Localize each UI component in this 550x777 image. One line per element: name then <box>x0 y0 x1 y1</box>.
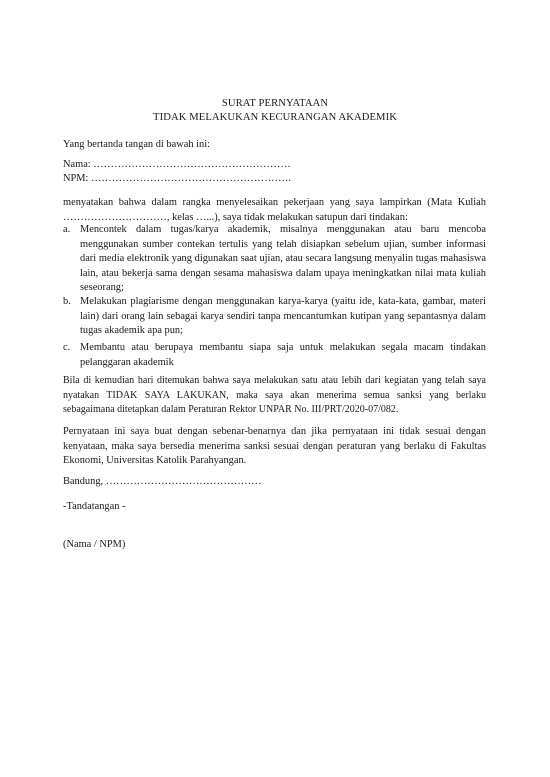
list-item-text: Membantu atau berupaya membantu siapa saja untuk melakukan segala macam tindakan pelanggaran akademik <box>80 342 486 368</box>
signature-placeholder: -Tandatangan - <box>63 501 126 512</box>
npm-field: NPM: …………………………………………………. <box>63 173 292 184</box>
list-item-text: Mencontek dalam tugas/karya akademik, misalnya menggunakan atau baru mencoba menggunakan sumber contekan tertulis yang telah disiapkan sebelum ujian, sumber informasi dari media elektronik yang digunakan saat ujian, atau secara langsung menyalin tugas mahasiswa lain, atau bekerja sama dengan sesama mahasiswa dalam upaya meningkatkan nilai mata kuliah seseorang; <box>80 224 486 294</box>
sanction-paragraph: Bila di kemudian hari ditemukan bahwa saya melakukan satu atau lebih dari kegiatan yang telah saya nyatakan TIDAK SAYA LAKUKAN, maka saya akan menerima semua sanksi yang berlaku sebagaimana ditetapkan dalam Peraturan Rektor UNPAR No. III/PRT/2020-07/082. <box>63 375 486 416</box>
list-marker: b. <box>63 296 71 307</box>
list-item <box>63 341 486 370</box>
document-title: SURAT PERNYATAAN <box>221 98 329 109</box>
list-item <box>63 223 486 296</box>
name-npm-placeholder: (Nama / NPM) <box>63 539 126 550</box>
closing-paragraph: Pernyataan ini saya buat dengan sebenar-benarnya dan jika pernyataan ini tidak sesuai dengan kenyataan, maka saya bersedia menerima sanksi sesuai dengan peraturan yang berlaku di Fakultas Ekonomi, Universitas Katolik Parahyangan. <box>63 426 486 467</box>
statement-paragraph: menyatakan bahwa dalam rangka menyelesaikan pekerjaan yang saya lampirkan (Mata Kuliah …………………………, kelas …...), saya tidak melakukan satupun dari tindakan: <box>63 197 486 223</box>
list-item <box>63 295 486 339</box>
list-item-text: Melakukan plagiarisme dengan menggunakan karya-karya (yaitu ide, kata-kata, gambar, materi lain) dari orang lain sebagai karya sendiri tanpa mencantumkan kutipan yang sepantasnya dalam tugas akademik apa pun; <box>80 296 486 337</box>
intro-text: Yang bertanda tangan di bawah ini: <box>63 139 210 150</box>
list-marker: a. <box>63 224 71 235</box>
place-date: Bandung, ……………………………………… <box>63 476 262 487</box>
nama-field: Nama: ………………………………………………… <box>63 159 291 170</box>
document-subtitle: TIDAK MELAKUKAN KECURANGAN AKADEMIK <box>153 112 397 123</box>
list-marker: c. <box>63 342 71 353</box>
